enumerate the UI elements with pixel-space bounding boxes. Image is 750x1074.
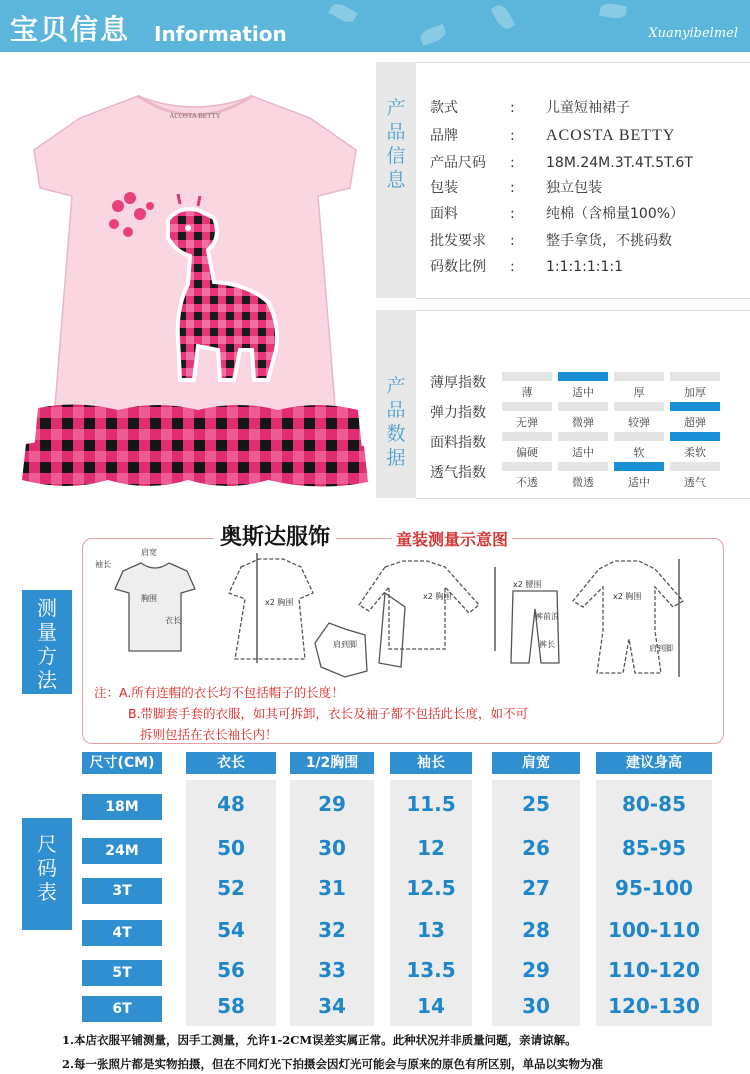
label-x2waist: x2 腰围	[513, 580, 542, 589]
size-value-cell: 100-110	[608, 918, 700, 942]
info-section-label: 产 品 信 息	[386, 97, 406, 191]
label-chest: 胸围	[141, 594, 157, 603]
index-option	[558, 432, 608, 459]
index-label: 透气指数	[430, 465, 486, 481]
size-header-cell: 衣长	[186, 752, 276, 774]
data-section-label: 产 品 数 据	[386, 375, 406, 469]
index-option-label: 薄	[521, 386, 533, 399]
size-header-cell: 袖长	[390, 752, 472, 774]
leaf-decoration	[328, 0, 358, 25]
size-column-bg	[596, 780, 712, 1026]
index-bar	[558, 372, 608, 381]
index-option-label: 适中	[572, 446, 594, 459]
size-value-cell: 11.5	[406, 792, 456, 816]
size-column-bg	[186, 780, 276, 1026]
index-option-label: 适中	[572, 386, 594, 399]
diagram-subtitle: 童装测量示意图	[392, 527, 512, 550]
size-value-cell: 52	[217, 876, 245, 900]
index-option	[558, 402, 608, 429]
index-option	[614, 372, 664, 399]
footer-note-1: 1.本店衣服平铺测量，因手工测量，允许1-2CM误差实属正常。此种状况并非质量问题，亲请谅解。	[62, 1033, 577, 1047]
index-option	[502, 462, 552, 489]
index-option	[614, 402, 664, 429]
index-option-selected	[558, 372, 608, 399]
size-value-cell: 12	[417, 836, 445, 860]
index-label: 薄厚指数	[430, 375, 486, 391]
index-option-label: 软	[633, 446, 645, 459]
index-option-label: 柔软	[684, 446, 706, 459]
index-option-selected	[614, 462, 664, 489]
size-row-label: 3T	[82, 878, 162, 904]
index-label: 面料指数	[430, 435, 486, 451]
measurement-sketches	[83, 543, 723, 683]
index-option-label: 微透	[572, 476, 594, 489]
index-option-label: 超弹	[684, 416, 706, 429]
index-label: 弹力指数	[430, 405, 486, 421]
label-x2chest: x2 胸围	[265, 598, 294, 607]
size-header-cell: 1/2胸围	[290, 752, 374, 774]
index-option	[614, 432, 664, 459]
index-bar	[670, 372, 720, 381]
index-option-selected	[670, 432, 720, 459]
index-option	[502, 432, 552, 459]
size-value-cell: 25	[522, 792, 550, 816]
label-sleeve: 袖长	[95, 560, 111, 569]
index-option-label: 不透	[516, 476, 538, 489]
index-bar	[502, 372, 552, 381]
index-bar	[614, 462, 664, 471]
size-header-cell: 尺寸(CM)	[82, 752, 162, 774]
index-bar	[614, 372, 664, 381]
page-title: 宝贝信息	[10, 13, 131, 46]
index-bar	[558, 432, 608, 441]
label-shoulder-to-hem: 肩到脚	[333, 640, 357, 649]
size-section-label: 尺 码 表	[22, 818, 72, 930]
size-value-cell: 27	[522, 876, 550, 900]
diagram-title: 奥斯达服饰	[214, 520, 336, 551]
size-value-cell: 110-120	[608, 958, 700, 982]
leaf-decoration	[418, 24, 447, 46]
index-bar	[502, 462, 552, 471]
size-value-cell: 13.5	[406, 958, 456, 982]
index-bar	[558, 402, 608, 411]
index-bar	[558, 462, 608, 471]
index-option-selected	[670, 402, 720, 429]
size-row-label: 24M	[82, 838, 162, 864]
brand-logo-text: Xuanyibelmel	[648, 26, 738, 41]
index-bar	[502, 402, 552, 411]
index-bar	[670, 462, 720, 471]
size-value-cell: 50	[217, 836, 245, 860]
index-option-label: 加厚	[684, 386, 706, 399]
leaf-decoration	[599, 2, 627, 20]
size-value-cell: 30	[318, 836, 346, 860]
index-option-label: 厚	[633, 386, 645, 399]
size-row-label: 4T	[82, 920, 162, 946]
page-title-en: Information	[154, 22, 287, 46]
size-header-cell: 肩宽	[492, 752, 580, 774]
size-value-cell: 56	[217, 958, 245, 982]
index-option	[502, 372, 552, 399]
footer-note-2: 2.每一张照片都是实物拍摄，但在不同灯光下拍摄会因灯光可能会与原来的原色有所区别，单品以实物为准	[62, 1057, 603, 1071]
size-header-cell: 建议身高	[596, 752, 712, 774]
index-bar	[670, 402, 720, 411]
index-option-label: 透气	[684, 476, 706, 489]
size-value-cell: 33	[318, 958, 346, 982]
size-value-cell: 26	[522, 836, 550, 860]
size-row-label: 5T	[82, 960, 162, 986]
size-value-cell: 29	[318, 792, 346, 816]
size-value-cell: 14	[417, 994, 445, 1018]
label-crotch: 裤前浪	[535, 612, 559, 621]
size-value-cell: 12.5	[406, 876, 456, 900]
label-pant-length: 裤长	[539, 640, 555, 649]
size-value-cell: 13	[417, 918, 445, 942]
label-shoulder-bottom: 肩到脚	[649, 644, 673, 653]
size-column-bg	[290, 780, 374, 1026]
size-value-cell: 58	[217, 994, 245, 1018]
size-value-cell: 48	[217, 792, 245, 816]
size-value-cell: 28	[522, 918, 550, 942]
product-image	[18, 88, 372, 498]
size-value-cell: 29	[522, 958, 550, 982]
note-a: 注：A.所有连帽的衣长均不包括帽子的长度！	[94, 685, 344, 700]
size-column-bg	[492, 780, 580, 1026]
product-label: ACOSTA BETTY	[169, 112, 221, 120]
index-option-label: 偏硬	[516, 446, 538, 459]
size-value-cell: 30	[522, 994, 550, 1018]
index-option-label: 适中	[628, 476, 650, 489]
size-value-cell: 31	[318, 876, 346, 900]
size-column-bg	[390, 780, 472, 1026]
index-option-label: 较弹	[628, 416, 650, 429]
header-banner	[0, 0, 750, 52]
label-shoulder: 肩宽	[141, 548, 157, 557]
measure-section-label: 测 量 方 法	[22, 590, 72, 694]
index-option	[502, 402, 552, 429]
leaf-decoration	[490, 2, 515, 32]
size-row-label: 6T	[82, 996, 162, 1022]
size-value-cell: 54	[217, 918, 245, 942]
index-option-label: 微弹	[572, 416, 594, 429]
size-value-cell: 32	[318, 918, 346, 942]
index-option	[670, 462, 720, 489]
index-bar	[502, 432, 552, 441]
size-value-cell: 34	[318, 994, 346, 1018]
index-bar	[614, 432, 664, 441]
divider	[416, 498, 750, 499]
note-b-cont: 拆则包括在衣长袖长内！	[140, 727, 278, 742]
divider	[416, 62, 750, 63]
label-x2chest-3: x2 胸围	[613, 592, 642, 601]
size-value-cell: 120-130	[608, 994, 700, 1018]
size-row-label: 18M	[82, 794, 162, 820]
note-b: B.带脚套手套的衣服，如其可拆卸，衣长及袖子都不包括此长度，如不可	[128, 706, 529, 721]
divider	[416, 298, 750, 299]
label-x2chest-2: x2 胸围	[423, 592, 452, 601]
label-length: 衣长	[165, 616, 181, 625]
size-value-cell: 85-95	[622, 836, 686, 860]
index-option	[558, 462, 608, 489]
divider	[416, 310, 750, 311]
index-option	[670, 372, 720, 399]
index-bar	[614, 402, 664, 411]
index-option-label: 无弹	[516, 416, 538, 429]
index-bar	[670, 432, 720, 441]
size-value-cell: 80-85	[622, 792, 686, 816]
size-value-cell: 95-100	[615, 876, 693, 900]
